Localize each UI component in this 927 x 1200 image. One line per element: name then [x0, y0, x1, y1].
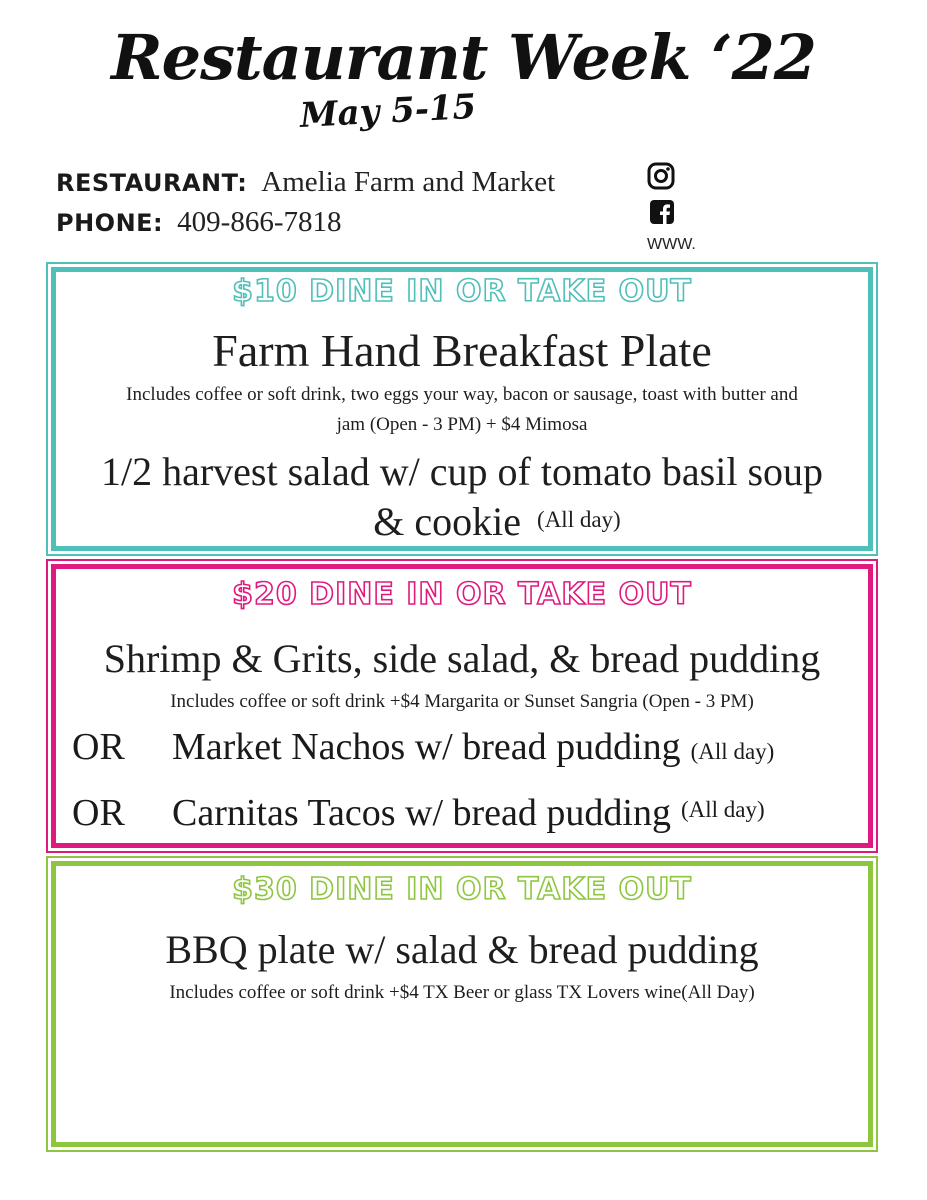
dish-farm-hand-desc-2: jam (Open - 3 PM) + $4 Mimosa — [336, 414, 588, 435]
dish-bbq-plate-desc: Includes coffee or soft drink +$4 TX Beer or glass TX Lovers wine(All Day) — [169, 982, 755, 1003]
dish-carnitas-tacos-note: (All day) — [680, 797, 765, 822]
dish-market-nachos-name: Market Nachos w/ bread pudding — [172, 726, 681, 768]
instagram-icon[interactable] — [647, 162, 675, 190]
dish-market-nachos — [172, 725, 774, 769]
website-label[interactable]: WWW. — [647, 236, 696, 253]
tier-10-heading: $10 DINE IN OR TAKE OUT — [232, 274, 692, 309]
restaurant-row — [56, 166, 555, 199]
dish-harvest-salad-cookie: & cookie — [373, 499, 522, 544]
phone-number: 409-866-7818 — [177, 206, 342, 238]
dish-carnitas-tacos — [172, 791, 765, 835]
or-label: OR — [72, 726, 125, 768]
dish-farm-hand-breakfast: Farm Hand Breakfast Plate — [212, 325, 712, 376]
event-dates: May 5-15 — [298, 86, 478, 136]
dish-harvest-salad: 1/2 harvest salad w/ cup of tomato basil soup — [100, 449, 824, 494]
tier-20-panel — [46, 559, 878, 853]
restaurant-name: Amelia Farm and Market — [261, 166, 556, 198]
dish-harvest-salad-line2 — [46, 498, 878, 545]
or-label: OR — [72, 792, 125, 834]
tier-20-heading: $20 DINE IN OR TAKE OUT — [232, 577, 692, 612]
phone-row — [56, 206, 341, 239]
restaurant-label: RESTAURANT: — [56, 169, 248, 197]
dish-farm-hand-desc-1: Includes coffee or soft drink, two eggs your way, bacon or sausage, toast with butter and — [126, 384, 798, 405]
dish-shrimp-grits: Shrimp & Grits, side salad, & bread pudding — [103, 636, 821, 681]
tier-10-panel — [46, 262, 878, 556]
page-title: Restaurant Week ‘22 — [111, 21, 816, 94]
dish-bbq-plate: BBQ plate w/ salad & bread pudding — [165, 927, 759, 972]
facebook-icon[interactable] — [650, 200, 674, 224]
dish-carnitas-tacos-name: Carnitas Tacos w/ bread pudding — [172, 792, 671, 834]
phone-label: PHONE: — [56, 209, 164, 237]
dish-harvest-salad-note: (All day) — [537, 507, 621, 532]
dish-shrimp-grits-desc: Includes coffee or soft drink +$4 Margarita or Sunset Sangria (Open - 3 PM) — [170, 691, 754, 712]
tier-30-heading: $30 DINE IN OR TAKE OUT — [232, 872, 692, 907]
dish-market-nachos-note: (All day) — [690, 739, 775, 764]
tier-30-panel — [46, 856, 878, 1152]
